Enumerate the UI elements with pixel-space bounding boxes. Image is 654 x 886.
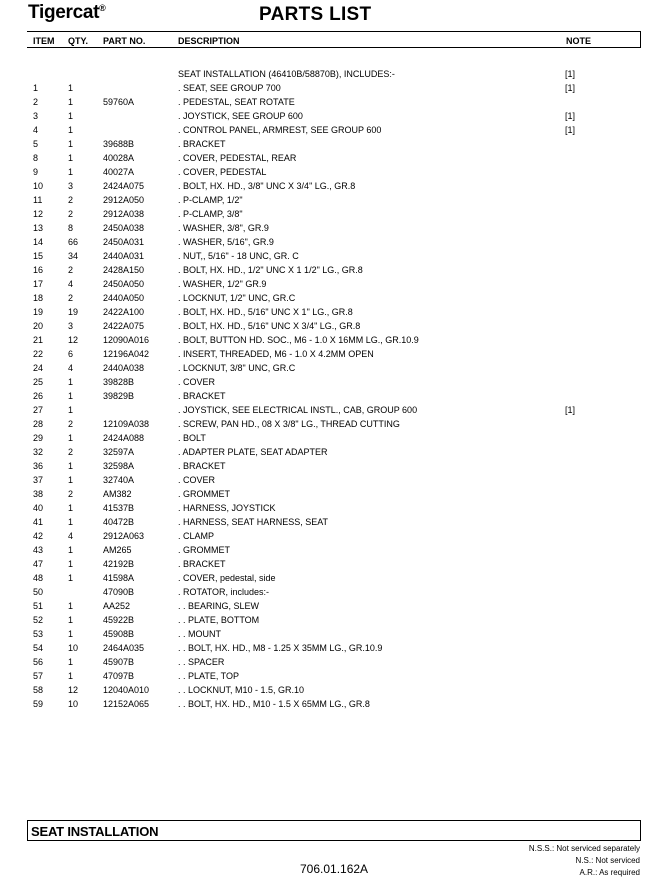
item-cell: 1 xyxy=(33,83,39,93)
item-cell: 36 xyxy=(33,461,44,471)
description-cell: . P-CLAMP, 1/2" xyxy=(178,195,243,205)
table-row xyxy=(0,613,654,627)
part-number-cell: 45922B xyxy=(103,615,135,625)
part-number-cell: 2450A050 xyxy=(103,279,145,289)
column-header-note: NOTE xyxy=(566,36,592,46)
item-cell: 53 xyxy=(33,629,44,639)
registered-mark: ® xyxy=(99,3,106,13)
item-cell: 57 xyxy=(33,671,44,681)
table-row xyxy=(0,571,654,585)
description-cell: . ADAPTER PLATE, SEAT ADAPTER xyxy=(178,447,328,457)
item-cell: 13 xyxy=(33,223,44,233)
item-cell: 42 xyxy=(33,531,44,541)
table-row xyxy=(0,319,654,333)
part-number-cell: 12090A016 xyxy=(103,335,150,345)
description-cell: . BRACKET xyxy=(178,139,226,149)
item-cell: 5 xyxy=(33,139,39,149)
description-cell: . BOLT xyxy=(178,433,206,443)
qty-cell: 1 xyxy=(68,545,74,555)
table-row xyxy=(0,543,654,557)
description-cell: . SCREW, PAN HD., 08 X 3/8" LG., THREAD CUTTING xyxy=(178,419,400,429)
item-cell: 50 xyxy=(33,587,44,597)
qty-cell: 66 xyxy=(68,237,79,247)
part-number-cell: AM382 xyxy=(103,489,132,499)
item-cell: 9 xyxy=(33,167,39,177)
qty-cell: 2 xyxy=(68,209,74,219)
table-row xyxy=(0,627,654,641)
item-cell: 16 xyxy=(33,265,44,275)
note-cell: [1] xyxy=(565,111,576,121)
item-cell: 41 xyxy=(33,517,44,527)
qty-cell: 2 xyxy=(68,265,74,275)
description-cell: . COVER, PEDESTAL, REAR xyxy=(178,153,297,163)
description-cell: . WASHER, 5/16", GR.9 xyxy=(178,237,274,247)
table-row xyxy=(0,557,654,571)
description-cell: . HARNESS, SEAT HARNESS, SEAT xyxy=(178,517,329,527)
part-number-cell: 41598A xyxy=(103,573,135,583)
qty-cell: 1 xyxy=(68,615,74,625)
part-number-cell: 2450A038 xyxy=(103,223,145,233)
item-cell: 48 xyxy=(33,573,44,583)
item-cell: 2 xyxy=(33,97,39,107)
description-cell: . BRACKET xyxy=(178,559,226,569)
part-number-cell: 39828B xyxy=(103,377,135,387)
column-header-qty: QTY. xyxy=(68,36,89,46)
part-number-cell: 32597A xyxy=(103,447,135,457)
qty-cell: 2 xyxy=(68,489,74,499)
qty-cell: 1 xyxy=(68,657,74,667)
description-cell: . NUT,, 5/16" - 18 UNC, GR. C xyxy=(178,251,299,261)
part-number-cell: 42192B xyxy=(103,559,135,569)
item-cell: 32 xyxy=(33,447,44,457)
description-cell: . JOYSTICK, SEE ELECTRICAL INSTL., CAB, GROUP 600 xyxy=(178,405,418,415)
part-number-cell: 2912A063 xyxy=(103,531,145,541)
description-cell: . BOLT, HX. HD., 1/2" UNC X 1 1/2" LG., GR.8 xyxy=(178,265,363,275)
qty-cell: 1 xyxy=(68,97,74,107)
table-row xyxy=(0,221,654,235)
description-cell: . BRACKET xyxy=(178,391,226,401)
part-number-cell: 39829B xyxy=(103,391,135,401)
item-cell: 28 xyxy=(33,419,44,429)
brand-logo xyxy=(28,2,106,24)
part-number-cell: 47097B xyxy=(103,671,135,681)
table-row xyxy=(0,655,654,669)
part-number-cell: 2912A050 xyxy=(103,195,145,205)
item-cell: 43 xyxy=(33,545,44,555)
description-cell: . . PLATE, BOTTOM xyxy=(178,615,260,625)
table-row xyxy=(0,431,654,445)
item-cell: 52 xyxy=(33,615,44,625)
part-number-cell: 32598A xyxy=(103,461,135,471)
part-number-cell: 2440A031 xyxy=(103,251,145,261)
part-number-cell: 2424A088 xyxy=(103,433,145,443)
item-cell: 27 xyxy=(33,405,44,415)
qty-cell: 1 xyxy=(68,559,74,569)
item-cell: 54 xyxy=(33,643,44,653)
part-number-cell: 2464A035 xyxy=(103,643,145,653)
legend-ar: A.R.: As required xyxy=(579,868,640,877)
table-row xyxy=(0,445,654,459)
description-cell: . BOLT, HX. HD., 5/16" UNC X 3/4" LG., GR.8 xyxy=(178,321,361,331)
table-row xyxy=(0,207,654,221)
qty-cell: 10 xyxy=(68,699,79,709)
item-cell: 29 xyxy=(33,433,44,443)
part-number-cell: 12152A065 xyxy=(103,699,150,709)
part-number-cell: 41537B xyxy=(103,503,135,513)
description-cell: . COVER xyxy=(178,475,216,485)
table-row xyxy=(0,669,654,683)
table-row xyxy=(0,151,654,165)
description-cell: . HARNESS, JOYSTICK xyxy=(178,503,276,513)
qty-cell: 1 xyxy=(68,125,74,135)
table-row xyxy=(0,263,654,277)
description-cell: . COVER xyxy=(178,377,216,387)
part-number-cell: 32740A xyxy=(103,475,135,485)
description-cell: . WASHER, 3/8", GR.9 xyxy=(178,223,269,233)
part-number-cell: 12040A010 xyxy=(103,685,150,695)
part-number-cell: 2450A031 xyxy=(103,237,145,247)
description-cell: . BRACKET xyxy=(178,461,226,471)
item-cell: 21 xyxy=(33,335,44,345)
part-number-cell: 39688B xyxy=(103,139,135,149)
description-cell: . COVER, pedestal, side xyxy=(178,573,276,583)
qty-cell: 10 xyxy=(68,643,79,653)
legend-ns: N.S.: Not serviced xyxy=(575,856,640,865)
part-number-cell: AA252 xyxy=(103,601,131,611)
item-cell: 26 xyxy=(33,391,44,401)
qty-cell: 12 xyxy=(68,335,79,345)
qty-cell: 2 xyxy=(68,419,74,429)
qty-cell: 2 xyxy=(68,195,74,205)
table-row xyxy=(0,487,654,501)
column-header-part: PART NO. xyxy=(103,36,146,46)
item-cell: 3 xyxy=(33,111,39,121)
description-cell: . . MOUNT xyxy=(178,629,221,639)
table-row xyxy=(0,305,654,319)
description-cell: . . LOCKNUT, M10 - 1.5, GR.10 xyxy=(178,685,305,695)
qty-cell: 4 xyxy=(68,531,74,541)
table-row xyxy=(0,697,654,711)
qty-cell: 1 xyxy=(68,377,74,387)
part-number-cell: 47090B xyxy=(103,587,135,597)
description-cell: . . BOLT, HX. HD., M8 - 1.25 X 35MM LG., GR.10.9 xyxy=(178,643,383,653)
description-cell: . LOCKNUT, 3/8" UNC, GR.C xyxy=(178,363,296,373)
table-row xyxy=(0,459,654,473)
part-number-cell: 45908B xyxy=(103,629,135,639)
description-cell: . ROTATOR, includes:- xyxy=(178,587,270,597)
qty-cell: 12 xyxy=(68,685,79,695)
table-row xyxy=(0,501,654,515)
qty-cell: 4 xyxy=(68,279,74,289)
description-cell: . CLAMP xyxy=(178,531,215,541)
qty-cell: 1 xyxy=(68,139,74,149)
table-row xyxy=(0,249,654,263)
part-number-cell: 12196A042 xyxy=(103,349,150,359)
item-cell: 58 xyxy=(33,685,44,695)
description-cell: . BOLT, HX. HD., 5/16" UNC X 1" LG., GR.8 xyxy=(178,307,353,317)
item-cell: 24 xyxy=(33,363,44,373)
table-row xyxy=(0,81,654,95)
item-cell: 10 xyxy=(33,181,44,191)
description-cell: . . PLATE, TOP xyxy=(178,671,240,681)
qty-cell: 1 xyxy=(68,167,74,177)
table-row xyxy=(0,123,654,137)
description-cell: . JOYSTICK, SEE GROUP 600 xyxy=(178,111,303,121)
note-cell: [1] xyxy=(565,69,576,79)
item-cell: 56 xyxy=(33,657,44,667)
part-number-cell: 40472B xyxy=(103,517,135,527)
qty-cell: 1 xyxy=(68,629,74,639)
qty-cell: 4 xyxy=(68,363,74,373)
qty-cell: 1 xyxy=(68,671,74,681)
item-cell: 18 xyxy=(33,293,44,303)
note-cell: [1] xyxy=(565,405,576,415)
description-cell: . GROMMET xyxy=(178,489,230,499)
item-cell: 14 xyxy=(33,237,44,247)
item-cell: 11 xyxy=(33,195,43,205)
item-cell: 25 xyxy=(33,377,44,387)
description-cell: . LOCKNUT, 1/2" UNC, GR.C xyxy=(178,293,296,303)
qty-cell: 2 xyxy=(68,293,74,303)
part-number-cell: 2424A075 xyxy=(103,181,145,191)
table-row xyxy=(0,375,654,389)
table-row xyxy=(0,109,654,123)
part-number-cell: 40028A xyxy=(103,153,135,163)
qty-cell: 19 xyxy=(68,307,79,317)
table-row xyxy=(0,333,654,347)
qty-cell: 2 xyxy=(68,447,74,457)
table-row xyxy=(0,67,654,81)
part-number-cell: 40027A xyxy=(103,167,135,177)
page-title: PARTS LIST xyxy=(259,4,372,25)
qty-cell: 1 xyxy=(68,391,74,401)
description-cell: . P-CLAMP, 3/8" xyxy=(178,209,243,219)
description-cell: . INSERT, THREADED, M6 - 1.0 X 4.2MM OPEN xyxy=(178,349,374,359)
qty-cell: 1 xyxy=(68,153,74,163)
table-row xyxy=(0,165,654,179)
description-cell: . PEDESTAL, SEAT ROTATE xyxy=(178,97,295,107)
table-row xyxy=(0,585,654,599)
table-row xyxy=(0,529,654,543)
description-cell: . WASHER, 1/2" GR.9 xyxy=(178,279,267,289)
description-cell: . CONTROL PANEL, ARMREST, SEE GROUP 600 xyxy=(178,125,382,135)
qty-cell: 6 xyxy=(68,349,74,359)
column-header-item: ITEM xyxy=(33,36,55,46)
table-row xyxy=(0,473,654,487)
table-row xyxy=(0,193,654,207)
table-row xyxy=(0,137,654,151)
qty-cell: 34 xyxy=(68,251,79,261)
section-title: SEAT INSTALLATION xyxy=(31,824,159,839)
brand-name: Tigercat xyxy=(28,2,100,23)
qty-cell: 1 xyxy=(68,503,74,513)
part-number-cell: AM265 xyxy=(103,545,132,555)
qty-cell: 1 xyxy=(68,475,74,485)
item-cell: 12 xyxy=(33,209,44,219)
description-cell: . . BOLT, HX. HD., M10 - 1.5 X 65MM LG., GR.8 xyxy=(178,699,370,709)
table-row xyxy=(0,235,654,249)
item-cell: 15 xyxy=(33,251,44,261)
part-number-cell: 2422A075 xyxy=(103,321,145,331)
note-cell: [1] xyxy=(565,83,576,93)
item-cell: 37 xyxy=(33,475,44,485)
qty-cell: 3 xyxy=(68,181,74,191)
table-row xyxy=(0,641,654,655)
description-cell: . . SPACER xyxy=(178,657,225,667)
document-number: 706.01.162A xyxy=(300,862,369,876)
part-number-cell: 2440A038 xyxy=(103,363,145,373)
column-header-description: DESCRIPTION xyxy=(178,36,240,46)
item-cell: 59 xyxy=(33,699,44,709)
part-number-cell: 2440A050 xyxy=(103,293,145,303)
item-cell: 47 xyxy=(33,559,44,569)
description-cell: . COVER, PEDESTAL xyxy=(178,167,267,177)
item-cell: 19 xyxy=(33,307,44,317)
item-cell: 8 xyxy=(33,153,39,163)
item-cell: 4 xyxy=(33,125,39,135)
item-cell: 22 xyxy=(33,349,44,359)
part-number-cell: 12109A038 xyxy=(103,419,150,429)
item-cell: 20 xyxy=(33,321,44,331)
description-cell: . GROMMET xyxy=(178,545,230,555)
table-row xyxy=(0,389,654,403)
description-cell: SEAT INSTALLATION (46410B/58870B), INCLUDES:- xyxy=(178,69,395,79)
description-cell: . SEAT, SEE GROUP 700 xyxy=(178,83,281,93)
qty-cell: 8 xyxy=(68,223,74,233)
table-row xyxy=(0,417,654,431)
legend-nss: N.S.S.: Not serviced separately xyxy=(528,844,640,853)
part-number-cell: 2912A038 xyxy=(103,209,145,219)
description-cell: . BOLT, BUTTON HD. SOC., M6 - 1.0 X 16MM LG., GR.10.9 xyxy=(178,335,419,345)
item-cell: 17 xyxy=(33,279,44,289)
item-cell: 38 xyxy=(33,489,44,499)
description-cell: . . BEARING, SLEW xyxy=(178,601,260,611)
table-row xyxy=(0,179,654,193)
part-number-cell: 2422A100 xyxy=(103,307,145,317)
table-row xyxy=(0,291,654,305)
table-row xyxy=(0,361,654,375)
table-row xyxy=(0,599,654,613)
part-number-cell: 45907B xyxy=(103,657,135,667)
qty-cell: 3 xyxy=(68,321,74,331)
item-cell: 51 xyxy=(33,601,44,611)
table-row xyxy=(0,277,654,291)
qty-cell: 1 xyxy=(68,111,74,121)
item-cell: 40 xyxy=(33,503,44,513)
qty-cell: 1 xyxy=(68,517,74,527)
table-row xyxy=(0,95,654,109)
part-number-cell: 59760A xyxy=(103,97,135,107)
qty-cell: 1 xyxy=(68,601,74,611)
table-row xyxy=(0,347,654,361)
table-row xyxy=(0,683,654,697)
qty-cell: 1 xyxy=(68,461,74,471)
table-row xyxy=(0,403,654,417)
description-cell: . BOLT, HX. HD., 3/8" UNC X 3/4" LG., GR.8 xyxy=(178,181,356,191)
qty-cell: 1 xyxy=(68,83,74,93)
qty-cell: 1 xyxy=(68,433,74,443)
qty-cell: 1 xyxy=(68,573,74,583)
qty-cell: 1 xyxy=(68,405,74,415)
note-cell: [1] xyxy=(565,125,576,135)
table-row xyxy=(0,515,654,529)
part-number-cell: 2428A150 xyxy=(103,265,145,275)
